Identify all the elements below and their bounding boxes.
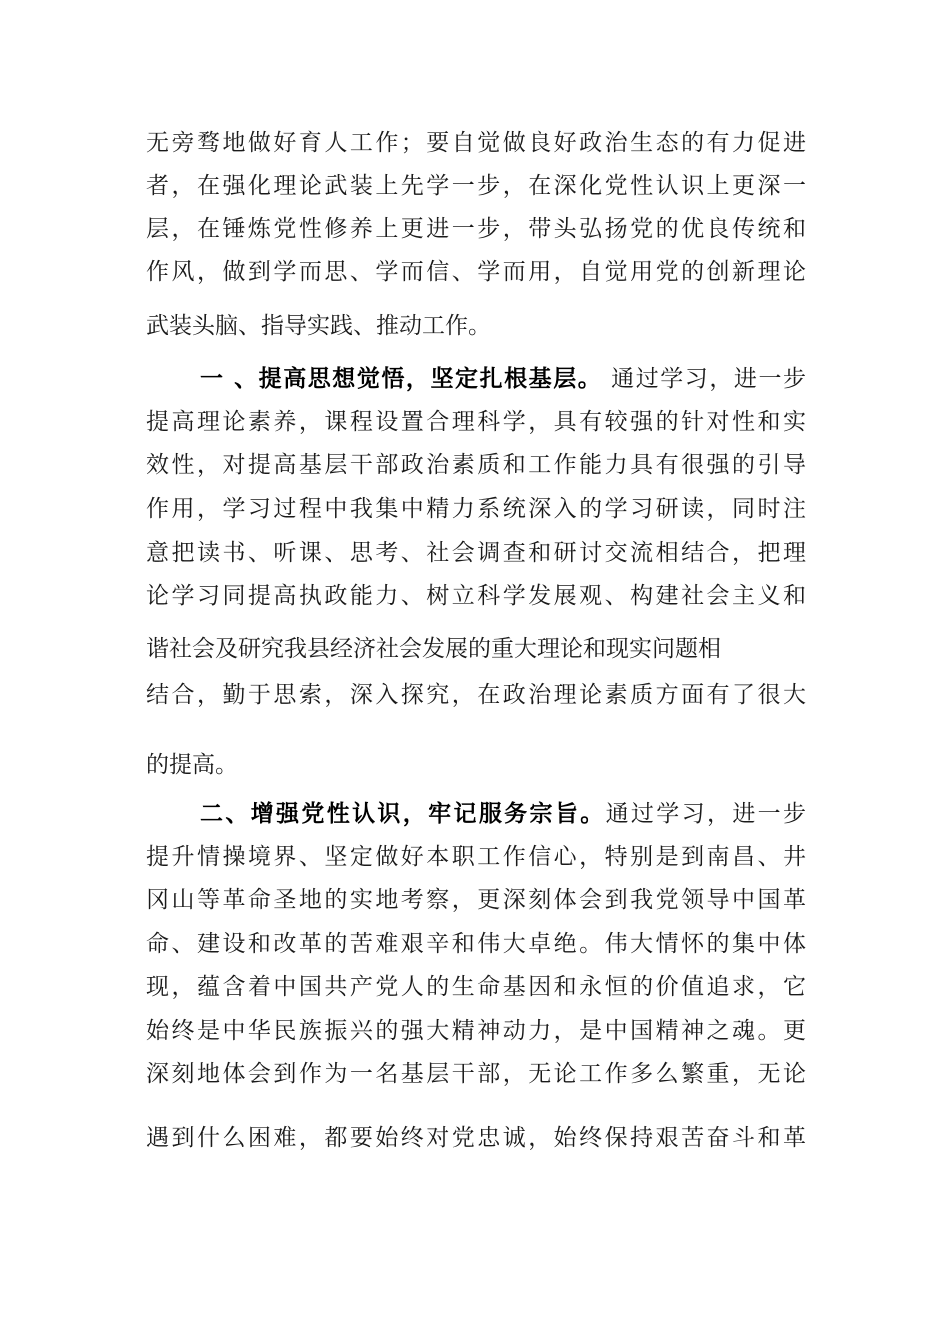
section-2-first-line	[200, 799, 806, 829]
paragraph-line: 无旁骛地做好育人工作；要自觉做良好政治生态的有力促进	[146, 130, 806, 156]
paragraph-line: 提高理论素养，课程设置合理科学，具有较强的针对性和实	[146, 409, 806, 435]
section-1-heading: 一 、提高思想觉悟，坚定扎根基层。	[200, 366, 603, 392]
paragraph-line: 谐社会及研究我县经济社会发展的重大理论和现实问题相	[146, 636, 721, 662]
paragraph-line: 冈山等革命圣地的实地考察，更深刻体会到我党领导中国革	[146, 887, 806, 913]
paragraph-line: 现，蕴含着中国共产党人的生命基因和永恒的价值追求，它	[146, 974, 806, 1000]
paragraph-line: 作用，学习过程中我集中精力系统深入的学习研读，同时注	[146, 496, 806, 522]
paragraph-line: 提升情操境界、坚定做好本职工作信心，特别是到南昌、井	[146, 844, 806, 870]
paragraph-line: 始终是中华民族振兴的强大精神动力，是中国精神之魂。更	[146, 1018, 806, 1044]
section-1-first-line	[200, 364, 806, 394]
paragraph-line: 意把读书、听课、思考、社会调查和研讨交流相结合，把理	[146, 540, 806, 566]
paragraph-line: 深刻地体会到作为一名基层干部，无论工作多么繁重，无论	[146, 1061, 806, 1087]
paragraph-line: 武装头脑、指导实践、推动工作。	[146, 313, 491, 339]
paragraph-line: 的提高。	[146, 752, 238, 778]
paragraph-line: 论学习同提高执政能力、树立科学发展观、构建社会主义和	[146, 583, 806, 609]
paragraph-line: 遇到什么困难，都要始终对党忠诚，始终保持艰苦奋斗和革	[146, 1125, 806, 1151]
paragraph-line: 者，在强化理论武装上先学一步，在深化党性认识上更深一	[146, 173, 806, 199]
paragraph-line: 效性，对提高基层干部政治素质和工作能力具有很强的引导	[146, 452, 806, 478]
paragraph-line: 作风，做到学而思、学而信、学而用，自觉用党的创新理论	[146, 259, 806, 285]
paragraph-line: 层，在锤炼党性修养上更进一步，带头弘扬党的优良传统和	[146, 216, 806, 242]
paragraph-line: 结合，勤于思索，深入探究，在政治理论素质方面有了很大	[146, 682, 806, 708]
section-2-text: 通过学习，进一步	[605, 801, 807, 827]
paragraph-line: 命、建设和改革的苦难艰辛和伟大卓绝。伟大情怀的集中体	[146, 931, 806, 957]
section-1-text: 通过学习，进一步	[602, 366, 806, 392]
section-2-heading: 二、增强党性认识，牢记服务宗旨。	[200, 801, 606, 827]
